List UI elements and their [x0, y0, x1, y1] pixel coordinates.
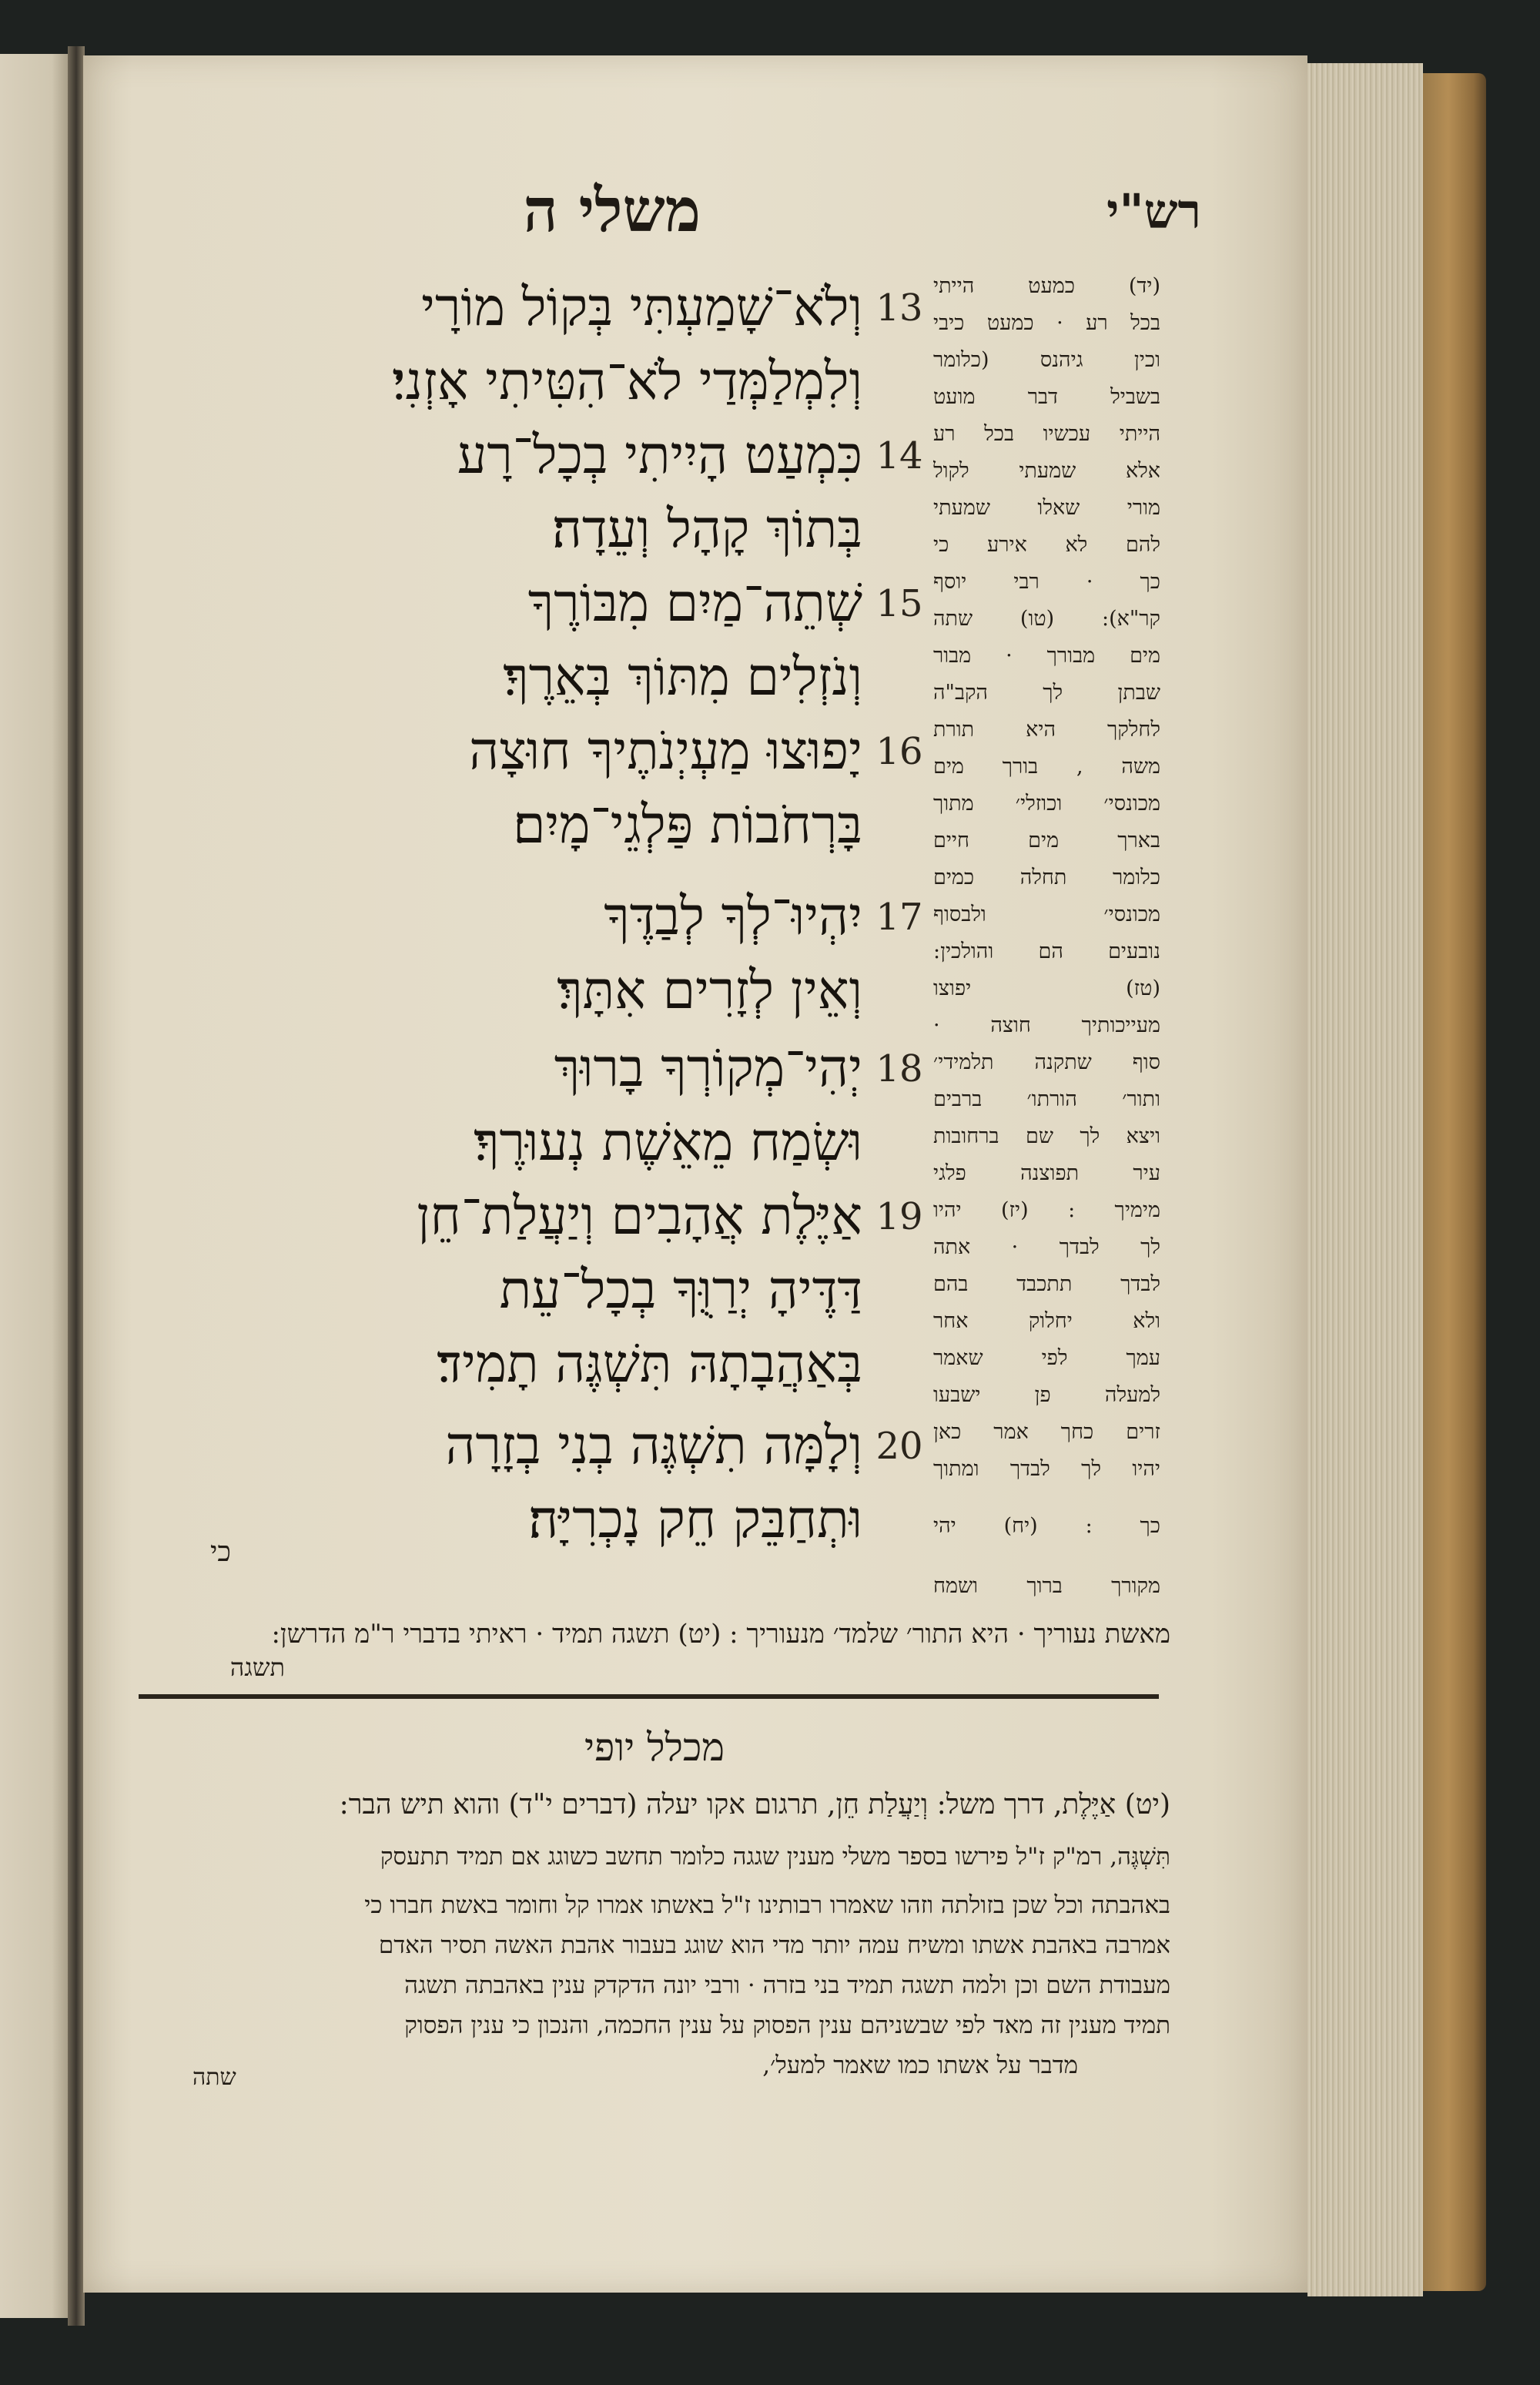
rashi-line: בכל רע · כמעט כיבי	[933, 311, 1160, 335]
mikhlol-line: תמיד מענין זה מאד לפי שבשניהם ענין הפסוק על ענין החכמה, והנכון כי ענין הפסוק	[404, 2012, 1170, 2039]
mikhlol-line: מעבודת השם וכן ולמה תשגה תמיד בני בזרה · ורבי יונה הדקדק ענין באהבתה תשגה	[404, 1971, 1170, 1999]
verse-line: בָּרְחֹבוֹת פַּלְגֵי־מָיִם׃	[513, 795, 862, 856]
rashi-line: כך · רבי יוסף	[933, 570, 1160, 594]
rashi-line: לחלקך היא תורת	[933, 718, 1160, 742]
rashi-line: למעלה פן ישבעו	[933, 1383, 1160, 1407]
verse-line: וּתְחַבֵּק חֵק נָכְרִיָּה׃	[528, 1489, 862, 1550]
rashi-line: להם לא אירע כי	[933, 533, 1160, 557]
verse-number: 19	[875, 1195, 923, 1238]
rashi-line: (טז) יפוצו	[933, 976, 1160, 1000]
rashi-line: מכונסי׳ וכוזלי׳ מתוך	[933, 792, 1160, 816]
rashi-line: עיר תפוצנה פלגי	[933, 1161, 1160, 1185]
verse-line: בְּתוֹךְ קָהָל וְעֵדָה׃	[551, 499, 862, 560]
catchword: כי	[209, 1536, 231, 1568]
catchword: תשגה	[229, 1653, 285, 1682]
rashi-continuation: מאשת נעוריך · היא התור׳ שלמד׳ מנעוריך : (יט) תשגה תמיד · ראיתי בדברי ר"מ הדרשן:	[271, 1619, 1170, 1650]
rashi-line: בארך מים חיים	[933, 829, 1160, 853]
verse-number: 14	[875, 434, 923, 477]
rashi-line: מקורך ברוך ושמח	[933, 1574, 1160, 1598]
rashi-line: כך : (יח) יהי	[933, 1514, 1160, 1538]
rashi-line: לבדך תתכבד בהם	[933, 1272, 1160, 1296]
rashi-line: מורי שאלו שמעתי	[933, 496, 1160, 520]
divider-rule	[139, 1694, 1159, 1699]
verse-line: וְלֹא־שָׁמַעְתִּי בְּקוֹל מוֹרָי	[421, 277, 862, 338]
rashi-line: ולא יחלוק אחר	[933, 1309, 1160, 1333]
rashi-line: עמך לפי שאמר	[933, 1346, 1160, 1370]
verse-line: יָפוּצוּ מַעְיְנֹתֶיךָ חוּצָה	[469, 721, 862, 782]
mikhlol-yofi-heading: מכלל יופי	[584, 1725, 725, 1770]
rashi-line: סוף שתקנה תלמידי׳	[933, 1050, 1160, 1074]
catchword: שתה	[192, 2064, 236, 2091]
mikhlol-line: מדבר על אשתו כמו שאמר למעל׳,	[762, 2052, 1078, 2079]
rashi-line: נובעים הם והולכין:	[933, 940, 1160, 963]
verse-number: 20	[875, 1425, 923, 1468]
verse-line: וּשְׂמַח מֵאֵשֶׁת נְעוּרֶךָ׃	[474, 1112, 862, 1173]
verse-number: 13	[875, 286, 923, 330]
verse-line: בְּאַהֲבָתָהּ תִּשְׁגֶּה תָמִיד׃	[437, 1334, 862, 1395]
book-title: משלי ה	[523, 176, 701, 246]
verse-line: יִהְיוּ־לְךָ לְבַדֶּךָ	[604, 886, 862, 947]
rashi-line: מעייכותיך חוצה ·	[933, 1013, 1160, 1037]
rashi-line: ותור׳ הורתו׳ ברבים	[933, 1087, 1160, 1111]
rashi-line: קר"א): (טו) שתה	[933, 607, 1160, 631]
rashi-line: הייתי עכשיו בכל רע	[933, 422, 1160, 446]
verse-line: וְנֹזְלִים מִתּוֹךְ בְּאֵרֶךָ׃	[503, 647, 862, 708]
rashi-header: רש"י	[1106, 183, 1201, 240]
verse-line: שְׁתֵה־מַיִם מִבּוֹרֶךָ	[527, 573, 862, 634]
rashi-line: לך לבדך · אתה	[933, 1235, 1160, 1259]
verse-number: 17	[875, 896, 923, 939]
rashi-line: זרים כחך אמר כאן	[933, 1420, 1160, 1444]
rashi-line: מים מבורך · מבור	[933, 644, 1160, 668]
rashi-line: וכין גיהנס (כלומר	[933, 348, 1160, 372]
rashi-line: בשביל דבר מועט	[933, 385, 1160, 409]
rashi-line: מכונסי׳ ולבסוף	[933, 903, 1160, 926]
mikhlol-line: (יט) אַיֶּלֶת, דרך משל: וְיַעֲלַת חֵן, תרגום אקו יעלה (דברים י"ד) והוא תיש הבר:	[339, 1789, 1170, 1821]
verse-line: אַיֶּלֶת אֲהָבִים וְיַעֲלַת־חֵן	[417, 1186, 862, 1247]
rashi-line: שבתן לך הקב"ה	[933, 681, 1160, 705]
rashi-line: יהיו לך לבדך ומתוך	[933, 1457, 1160, 1481]
verse-line: וְלָמָּה תִשְׁגֶּה בְנִי בְזָרָה	[445, 1415, 862, 1476]
rashi-line: ויצא לך שם ברחובות	[933, 1124, 1160, 1148]
mikhlol-line: אמרבה באהבת אשתו ומשיח עמה יותר מדי הוא שוגג בעבור אהבת האשה תסיר האדם	[378, 1931, 1170, 1959]
rashi-line: משה , בורך מים	[933, 755, 1160, 779]
rashi-line: (יד) כמעט הייתי	[933, 274, 1160, 298]
rashi-line: מימיך : (יז) יהיו	[933, 1198, 1160, 1222]
verse-line: וְלִמְלַמְּדַי לֹא־הִטִּיתִי אָזְנִי׃	[391, 351, 862, 412]
verse-line: וְאֵין לְזָרִים אִתָּךְ׃	[557, 960, 862, 1021]
mikhlol-line: באהבתה וכל שכן בזולתה וזהו שאמרו רבותינו ז"ל באשתו אמרו קל וחומר באשת חברו כי	[364, 1891, 1170, 1919]
verse-number: 15	[875, 582, 923, 625]
verse-number: 18	[875, 1047, 923, 1090]
mikhlol-line: תִּשְׁגֶּה, רמ"ק ז"ל פירשו בספר משלי מענין שגגה כלומר תחשב כשוגג אם תמיד תתעסק	[380, 1843, 1170, 1871]
rashi-line: אלא שמעתי לקול	[933, 459, 1160, 483]
verse-number: 16	[875, 730, 923, 773]
verse-line: יְהִי־מְקוֹרְךָ בָרוּךְ	[554, 1038, 862, 1099]
verse-line: כִּמְעַט הָיִיתִי בְכָל־רָע	[457, 425, 862, 486]
verse-line: דַּדֶּיהָ יְרַוֻּךָ בְכָל־עֵת	[499, 1260, 862, 1321]
rashi-line: כלומר תחלה כמים	[933, 866, 1160, 889]
